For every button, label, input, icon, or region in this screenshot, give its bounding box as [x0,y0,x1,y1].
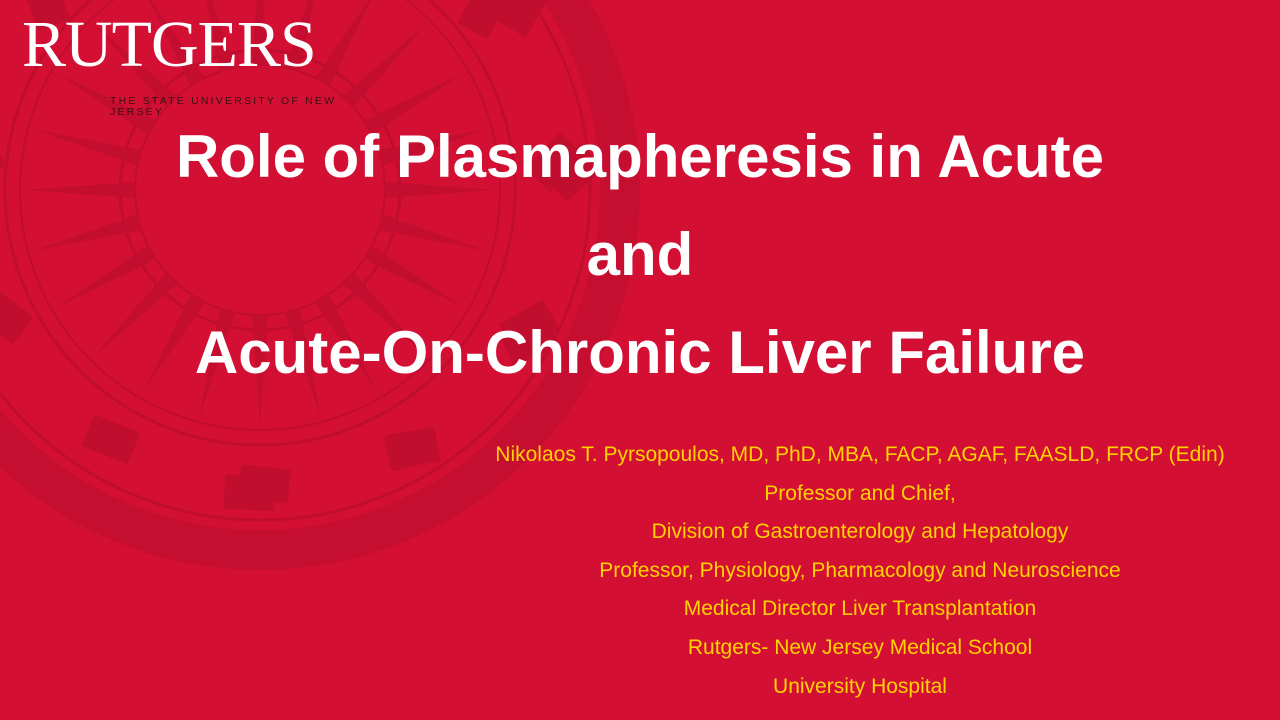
logo-wordmark: RUTGERS [22,8,316,81]
logo-subtitle: THE STATE UNIVERSITY OF NEW JERSEY [110,95,337,118]
author-division: Division of Gastroenterology and Hepatology [651,520,1069,544]
author-name: Nikolaos T. Pyrsopoulos, MD, PhD, MBA, FACP, AGAF, FAASLD, FRCP (Edin) [495,443,1225,466]
author-professorship: Professor, Physiology, Pharmacology and Neuroscience [599,558,1121,582]
title-line-3: Acute-On-Chronic Liver Failure [194,319,1086,386]
title-line-1: Role of Plasmapheresis in Acute [175,123,1105,190]
author-block [440,436,1280,706]
author-school: Rutgers- New Jersey Medical School [687,635,1033,659]
rutgers-logo [22,8,342,122]
author-directorship: Medical Director Liver Transplantation [683,597,1037,621]
author-hospital: University Hospital [773,674,947,698]
author-position: Professor and Chief, [764,481,956,505]
slide-title [0,108,1280,402]
title-line-2: and [586,221,694,288]
